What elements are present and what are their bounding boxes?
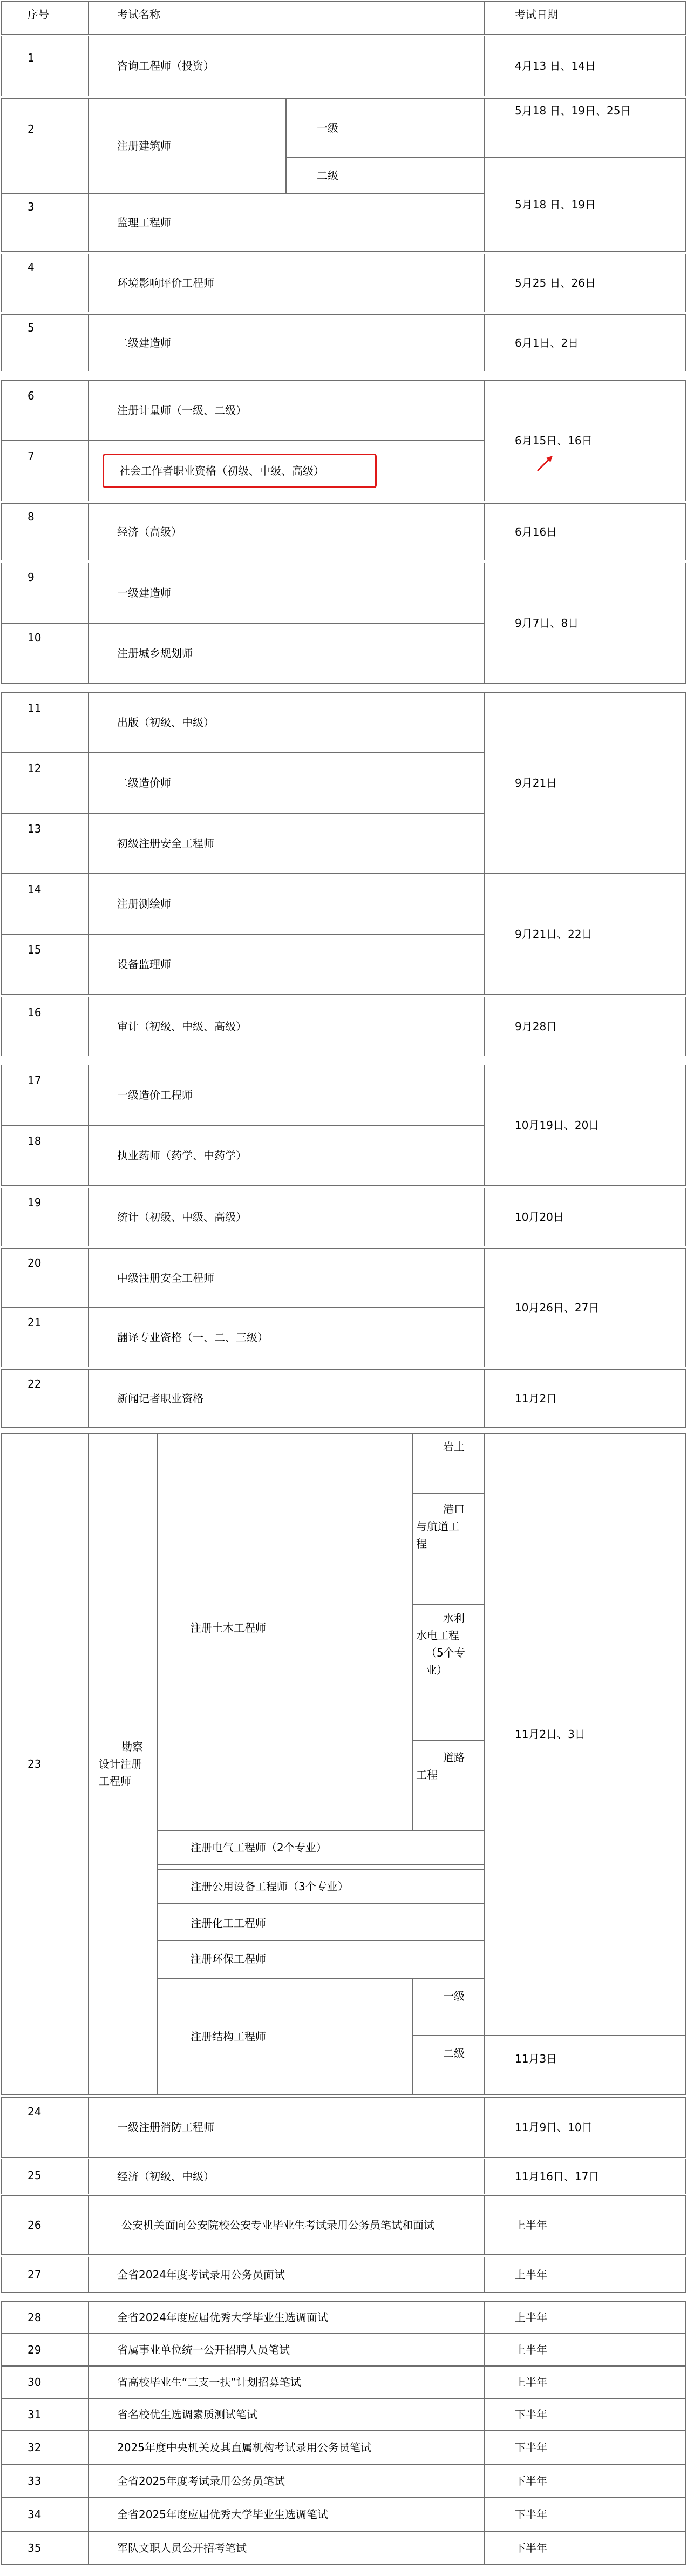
seq-value: 33 [28,2474,42,2487]
exam-date-cell [484,1188,686,1246]
sub-level-cell [412,2036,484,2095]
exam-name-cell [89,193,484,252]
exam-date: 下半年 [515,2408,547,2421]
exam-date-cell [484,2431,686,2464]
seq-cell: 1 [1,36,89,96]
exam-name-cell [158,1906,484,1941]
seq-cell: 7 [1,441,89,501]
exam-name-cell [89,36,484,96]
seq-value: 31 [28,2408,42,2421]
specialty-cell [412,1741,484,1830]
exam-name: 一级造价工程师 [117,1088,193,1101]
exam-name-cell [89,692,484,753]
exam-name-cell [89,934,484,995]
seq-cell: 14 [1,874,89,934]
exam-date: 9月28日 [515,1020,557,1033]
specialty-cell [412,1605,484,1741]
exam-name-cell [158,1978,412,2095]
specialty-line: 工程 [416,1768,438,1781]
exam-name: 执业药师（药学、中药学） [117,1149,247,1162]
exam-name-cell [89,2431,484,2464]
specialty-line: 港口 [443,1503,465,1516]
exam-date: 6月15日、16日 [515,434,593,447]
exam-name: 二级建造师 [117,336,171,349]
exam-name-cell [89,503,484,560]
exam-name-cell [158,1942,484,1976]
red-highlight-box [103,454,377,488]
exam-name: 全省2024年度应届优秀大学毕业生选调面试 [117,2311,328,2324]
exam-name: 初级注册安全工程师 [117,837,214,850]
exam-name: 出版（初级、中级） [117,716,214,729]
exam-date-cell [484,2464,686,2498]
exam-date-cell [484,2531,686,2565]
exam-name-cell [89,2301,484,2334]
exam-name-cell [158,1830,484,1865]
seq-cell: 11 [1,692,89,753]
exam-date-cell [484,2097,686,2158]
exam-name: 中级注册安全工程师 [117,1272,214,1284]
specialty-line: 水利 [443,1612,465,1625]
exam-name-cell [89,254,484,312]
exam-date: 9月21日 [515,776,557,789]
specialty: 岩土 [443,1440,465,1453]
exam-date-cell [484,503,686,560]
sub-level: 一级 [443,1990,465,2003]
exam-name: 统计（初级、中级、高级） [117,1211,247,1223]
exam-date-cell [484,997,686,1056]
exam-name: 注册结构工程师 [191,2030,266,2043]
seq-cell: 3 [1,193,89,252]
exam-name: 注册化工工程师 [191,1917,266,1930]
red-arrow-icon [534,452,556,474]
seq-cell: 25 [1,2159,89,2194]
exam-name: 省属事业单位统一公开招聘人员笔试 [117,2343,290,2356]
exam-date-cell [484,158,686,252]
exam-name-cell [89,2531,484,2565]
exam-date-cell [484,1248,686,1367]
exam-name: 注册环保工程师 [191,1952,266,1965]
seq-cell: 6 [1,380,89,441]
exam-name-cell [89,874,484,934]
exam-date-cell [484,2036,686,2095]
exam-name: 一级建造师 [117,586,171,599]
exam-date: 4月13 日、14日 [515,59,596,72]
seq-cell: 17 [1,1065,89,1125]
exam-date: 10月19日、20日 [515,1119,600,1132]
sub-level-cell [286,98,484,158]
specialty-line: 道路 [443,1751,465,1764]
exam-name: 省名校优生选调素质测试笔试 [117,2408,257,2421]
exam-name-cell [89,2334,484,2366]
exam-date: 10月26日、27日 [515,1301,600,1314]
exam-name: 设备监理师 [117,958,171,971]
exam-name-cell [158,1869,484,1904]
exam-name-cell [89,623,484,684]
exam-date-cell [484,2257,686,2293]
seq-cell [1,2334,89,2366]
sub-level-cell [412,1978,484,2036]
exam-date: 下半年 [515,2441,547,2454]
exam-date-cell [484,314,686,371]
exam-name: 经济（高级） [117,525,182,538]
exam-date: 上半年 [515,2376,547,2389]
exam-name: 咨询工程师（投资） [117,59,214,72]
exam-date: 上半年 [515,2343,547,2356]
group-name-line: 设计注册 [99,1757,142,1770]
exam-date: 11月2日、3日 [515,1728,586,1741]
specialty-line: 水电工程 [416,1629,459,1642]
exam-name: 注册电气工程师（2个专业） [191,1841,327,1854]
seq-cell: 8 [1,503,89,560]
exam-name-cell [89,314,484,371]
exam-date-cell [484,36,686,96]
seq-cell [1,2398,89,2431]
specialty-line: 程 [416,1537,427,1550]
specialty-line: （5个专 [426,1646,465,1659]
seq-cell: 2 [1,98,89,193]
sub-level: 一级 [317,121,338,134]
exam-date: 5月18 日、19日、25日 [515,104,631,117]
seq-cell [1,1433,89,2095]
seq-value: 23 [28,1757,42,1770]
seq-cell: 13 [1,813,89,874]
exam-name-cell [89,1065,484,1125]
exam-name-cell [89,1248,484,1308]
seq-cell: 21 [1,1308,89,1367]
header-date: 考试日期 [484,1,686,35]
seq-cell: 10 [1,623,89,684]
exam-date-cell [484,2398,686,2431]
seq-cell: 19 [1,1188,89,1246]
seq-cell: 5 [1,314,89,371]
exam-name: 注册公用设备工程师（3个专业） [191,1880,349,1893]
exam-date: 11月2日 [515,1392,557,1405]
exam-name-cell [89,2257,484,2293]
exam-name-cell [89,1125,484,1186]
exam-name: 注册城乡规划师 [117,647,193,660]
exam-date-cell [484,874,686,995]
header-seq: 序号 [1,1,89,35]
exam-name-cell [89,1188,484,1246]
exam-date: 11月16日、17日 [515,2170,600,2183]
exam-date-cell [484,254,686,312]
exam-date-cell [484,2301,686,2334]
exam-name: 注册计量师（一级、二级） [117,404,247,417]
exam-date: 9月21日、22日 [515,928,593,941]
exam-name: 一级注册消防工程师 [117,2121,214,2134]
exam-name: 新闻记者职业资格 [117,1392,203,1405]
seq-cell: 18 [1,1125,89,1186]
exam-date: 6月16日 [515,525,557,538]
exam-name: 注册建筑师 [117,139,171,152]
exam-date: 11月3日 [515,2052,557,2065]
sub-level-cell [286,158,484,193]
seq-value: 34 [28,2508,42,2521]
seq-cell: 15 [1,934,89,995]
exam-date: 6月1日、2日 [515,336,579,349]
header-name: 考试名称 [89,1,484,35]
exam-date: 11月9日、10日 [515,2121,593,2134]
exam-name-cell [89,2097,484,2158]
seq-cell: 9 [1,563,89,623]
exam-date: 上半年 [515,2311,547,2324]
seq-cell: 24 [1,2097,89,2158]
exam-name-cell [158,1433,412,1830]
exam-name-highlighted: 社会工作者职业资格（初级、中级、高级） [119,464,324,477]
exam-date-cell [484,2498,686,2531]
exam-name-cell [89,1308,484,1367]
exam-name-cell [89,2195,484,2255]
seq-cell: 16 [1,997,89,1056]
exam-date-cell [484,98,686,158]
seq-cell: 20 [1,1248,89,1308]
seq-cell [1,2257,89,2293]
exam-name-cell [89,1369,484,1428]
exam-name-cell [89,2398,484,2431]
exam-date-cell [484,2159,686,2194]
seq-value: 35 [28,2541,42,2554]
exam-name-cell [89,813,484,874]
exam-name: 二级造价师 [117,776,171,789]
exam-date-cell [484,692,686,874]
seq-cell [1,2464,89,2498]
sub-level: 二级 [443,2047,465,2060]
group-name-line: 工程师 [99,1775,131,1788]
specialty-line: 与航道工 [416,1520,459,1533]
seq-cell [1,2531,89,2565]
exam-date-cell [484,380,686,501]
seq-value: 26 [28,2219,42,2232]
exam-name-cell [89,2498,484,2531]
seq-cell [1,2366,89,2398]
specialty-cell [412,1433,484,1493]
exam-name: 全省2024年度考试录用公务员面试 [117,2268,285,2281]
exam-date: 下半年 [515,2508,547,2521]
exam-name: 2025年度中央机关及其直属机构考试录用公务员笔试 [117,2441,371,2454]
exam-name: 经济（初级、中级） [117,2170,214,2183]
exam-name-cell [89,2464,484,2498]
exam-name: 公安机关面向公安院校公安专业毕业生考试录用公务员笔试和面试 [121,2219,434,2232]
exam-name-cell [89,98,286,193]
exam-name: 审计（初级、中级、高级） [117,1020,247,1033]
exam-name-cell [89,380,484,441]
exam-date-cell [484,2334,686,2366]
exam-name-cell [89,563,484,623]
exam-date: 9月7日、8日 [515,617,579,630]
sub-level: 二级 [317,169,338,182]
exam-date: 上半年 [515,2219,547,2232]
specialty-line: 业） [426,1664,447,1676]
exam-name: 省高校毕业生“三支一扶”计划招募笔试 [117,2376,301,2389]
exam-date-cell [484,2195,686,2255]
seq-cell [1,2301,89,2334]
exam-name-cell [89,2366,484,2398]
exam-name-cell [89,753,484,813]
group-name-line: 勘察 [121,1740,143,1753]
seq-cell: 4 [1,254,89,312]
exam-date: 5月18 日、19日 [515,198,596,211]
exam-name: 监理工程师 [117,216,171,229]
exam-date-cell [484,1369,686,1428]
exam-date-cell [484,1065,686,1186]
exam-name: 全省2025年度应届优秀大学毕业生选调笔试 [117,2508,328,2521]
seq-value: 27 [28,2268,42,2281]
seq-value: 29 [28,2343,42,2356]
seq-cell: 22 [1,1369,89,1428]
exam-name-cell [89,997,484,1056]
exam-name: 注册测绘师 [117,897,171,910]
seq-cell [1,2431,89,2464]
exam-name-cell [89,2159,484,2194]
seq-cell: 12 [1,753,89,813]
specialty-cell [412,1493,484,1605]
group-name-cell [89,1433,158,2095]
seq-value: 32 [28,2441,42,2454]
exam-name: 翻译专业资格（一、二、三级） [117,1331,268,1344]
exam-date: 上半年 [515,2268,547,2281]
exam-name: 军队文职人员公开招考笔试 [117,2541,247,2554]
exam-date: 下半年 [515,2474,547,2487]
seq-value: 28 [28,2311,42,2324]
seq-cell [1,2195,89,2255]
exam-date: 10月20日 [515,1211,564,1223]
exam-date-cell [484,563,686,684]
exam-date: 5月25 日、26日 [515,276,596,289]
exam-name: 环境影响评价工程师 [117,276,214,289]
seq-cell [1,2498,89,2531]
exam-name: 注册土木工程师 [191,1621,266,1634]
exam-date: 下半年 [515,2541,547,2554]
seq-value: 30 [28,2376,42,2389]
exam-name: 全省2025年度考试录用公务员笔试 [117,2474,285,2487]
exam-date-cell [484,2366,686,2398]
exam-date-cell [484,1433,686,2036]
